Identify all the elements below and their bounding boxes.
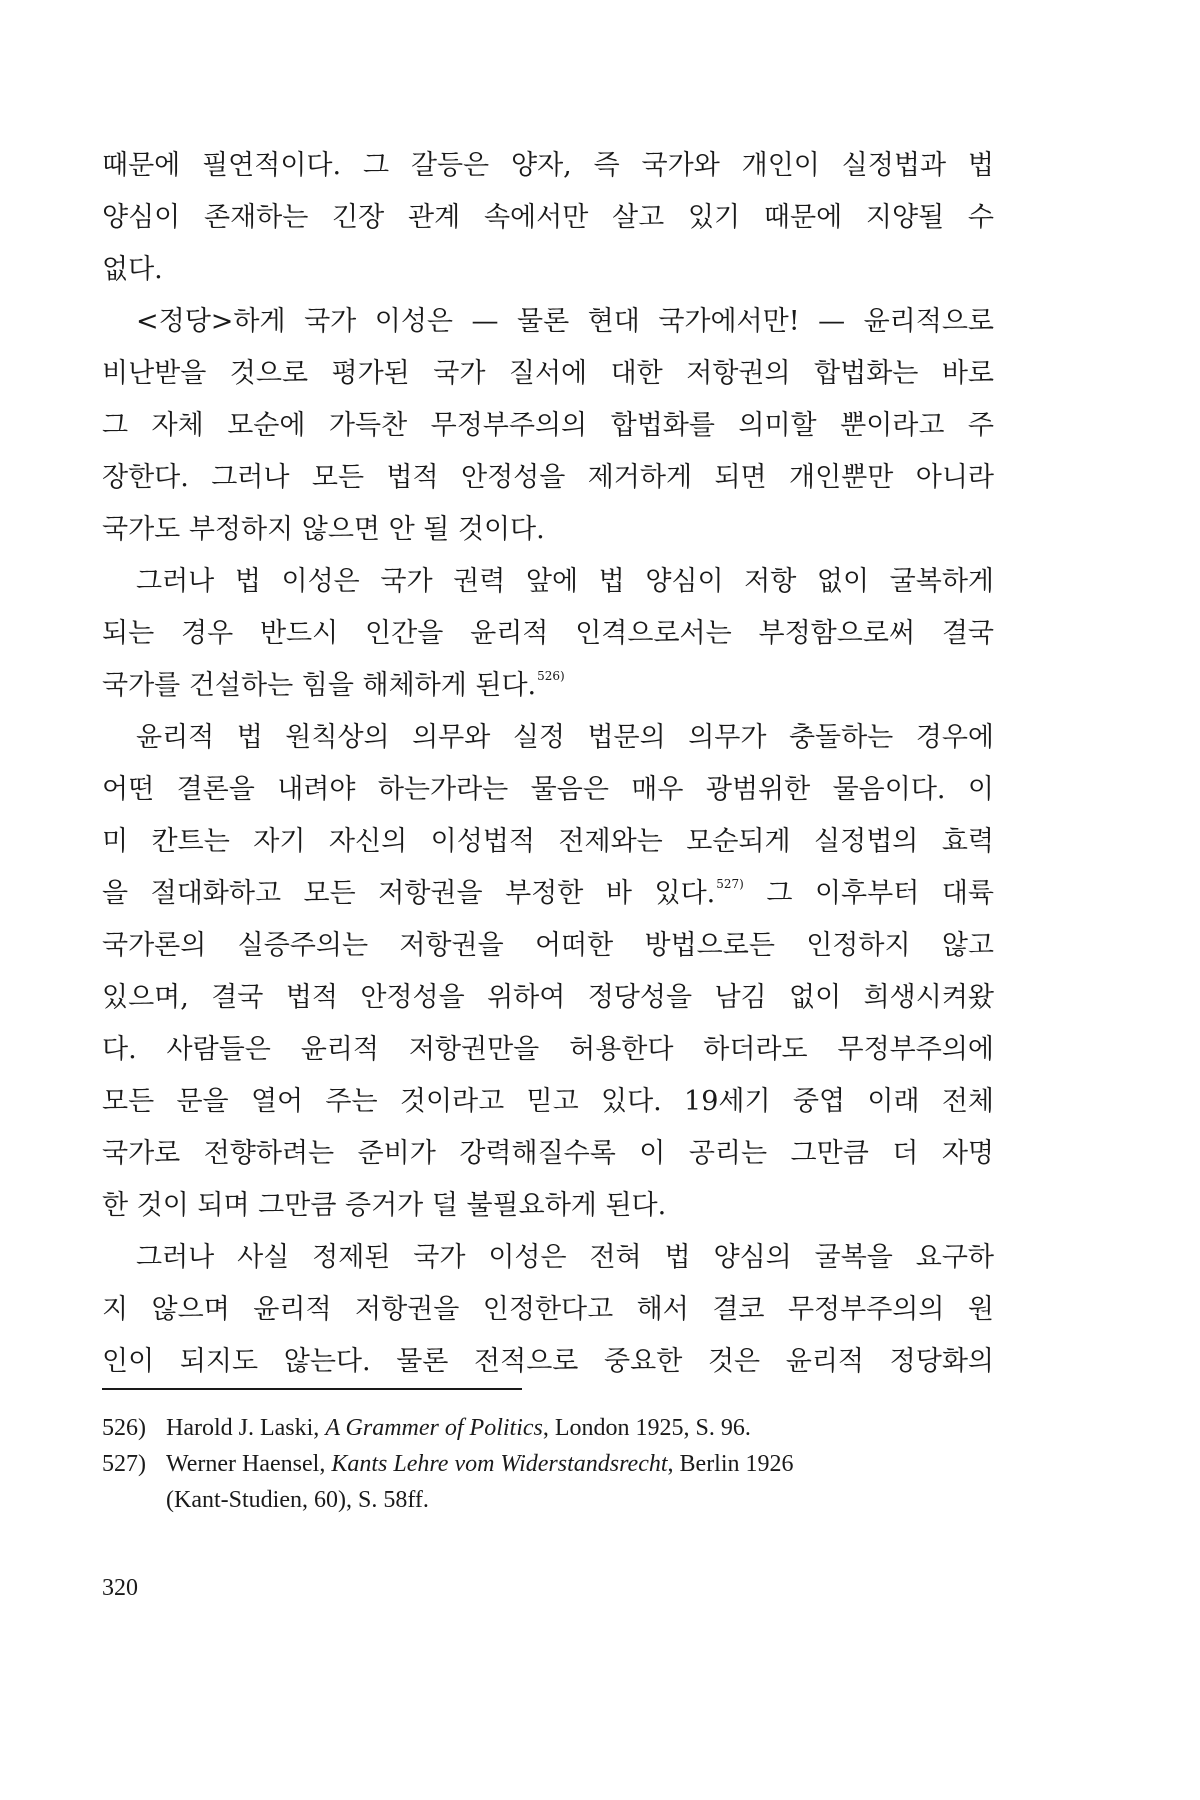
footnote-author: Werner Haensel,: [166, 1451, 332, 1477]
footnote-526: [102, 1410, 994, 1446]
footnote-title: Kants Lehre vom Widerstandsrecht: [331, 1451, 668, 1477]
text-line: 그 자체 모순에 가득찬 무정부주의의 합법화를 의미할 뿐이라고 주: [102, 410, 994, 441]
text-segment: 국가를 건설하는 힘을 해체하게 된다.: [102, 670, 537, 701]
footnote-number: 527): [102, 1451, 146, 1477]
text-line: 비난받을 것으로 평가된 국가 질서에 대한 저항권의 합법화는 바로: [102, 358, 994, 389]
footnote-continuation: (Kant-Studien, 60), S. 58ff.: [166, 1487, 429, 1513]
text-segment: 을 절대화하고 모든 저항권을 부정한 바 있다.: [102, 878, 716, 909]
footnote-527: [102, 1446, 994, 1518]
text-line: 국가론의 실증주의는 저항권을 어떠한 방법으로든 인정하지 않고: [102, 930, 994, 961]
text-line: 있으며, 결국 법적 안정성을 위하여 정당성을 남김 없이 희생시켜왔: [102, 982, 994, 1013]
text-line: 그러나 법 이성은 국가 권력 앞에 법 양심이 저항 없이 굴복하게: [136, 566, 994, 597]
text-line: 없다.: [102, 254, 163, 285]
footnote-details: , Berlin 1926: [667, 1451, 794, 1477]
page-number: 320: [102, 1575, 138, 1601]
text-line: 어떤 결론을 내려야 하는가라는 물음은 매우 광범위한 물음이다. 이: [102, 774, 994, 805]
text-line: 지 않으며 윤리적 저항권을 인정한다고 해서 결코 무정부주의의 원: [102, 1294, 994, 1325]
footnote-text: [166, 1446, 994, 1518]
footnotes: [102, 1410, 994, 1518]
text-line: 인이 되지도 않는다. 물론 전적으로 중요한 것은 윤리적 정당화의: [102, 1346, 994, 1377]
text-line: <정당>하게 국가 이성은 — 물론 현대 국가에서만! — 윤리적으로: [136, 306, 994, 337]
text-line: 윤리적 법 원칙상의 의무와 실정 법문의 의무가 충돌하는 경우에: [136, 722, 994, 753]
text-line: 양심이 존재하는 긴장 관계 속에서만 살고 있기 때문에 지양될 수: [102, 202, 994, 233]
text-line: 국가도 부정하지 않으면 안 될 것이다.: [102, 514, 545, 545]
footnote-text: [166, 1410, 994, 1446]
text-line: 미 칸트는 자기 자신의 이성법적 전제와는 모순되게 실정법의 효력: [102, 826, 994, 857]
footnote-number: 526): [102, 1415, 146, 1441]
text-line: 한 것이 되며 그만큼 증거가 덜 불필요하게 된다.: [102, 1190, 667, 1221]
text-line: [102, 868, 994, 920]
footnote-ref-527: 527): [716, 877, 744, 891]
footnote-details: , London 1925, S. 96.: [542, 1415, 751, 1441]
text-line: 때문에 필연적이다. 그 갈등은 양자, 즉 국가와 개인이 실정법과 법: [102, 150, 994, 181]
footnote-title: A Grammer of Politics: [325, 1415, 543, 1441]
text-line: 다. 사람들은 윤리적 저항권만을 허용한다 하더라도 무정부주의에: [102, 1034, 994, 1065]
text-line: 장한다. 그러나 모든 법적 안정성을 제거하게 되면 개인뿐만 아니라: [102, 462, 994, 493]
footnote-ref-526: 526): [537, 669, 565, 683]
text-line: [102, 660, 994, 712]
body-text: [102, 140, 994, 1388]
footnote-author: Harold J. Laski,: [166, 1415, 326, 1441]
text-line: 모든 문을 열어 주는 것이라고 믿고 있다. 19세기 중엽 이래 전체: [102, 1086, 994, 1117]
text-line: 국가로 전향하려는 준비가 강력해질수록 이 공리는 그만큼 더 자명: [102, 1138, 994, 1169]
text-line: 그러나 사실 정제된 국가 이성은 전혀 법 양심의 굴복을 요구하: [136, 1242, 994, 1273]
text-segment: 그 이후부터 대륙: [743, 878, 994, 909]
text-line: 되는 경우 반드시 인간을 윤리적 인격으로서는 부정함으로써 결국: [102, 618, 994, 649]
footnote-divider: [102, 1388, 522, 1390]
